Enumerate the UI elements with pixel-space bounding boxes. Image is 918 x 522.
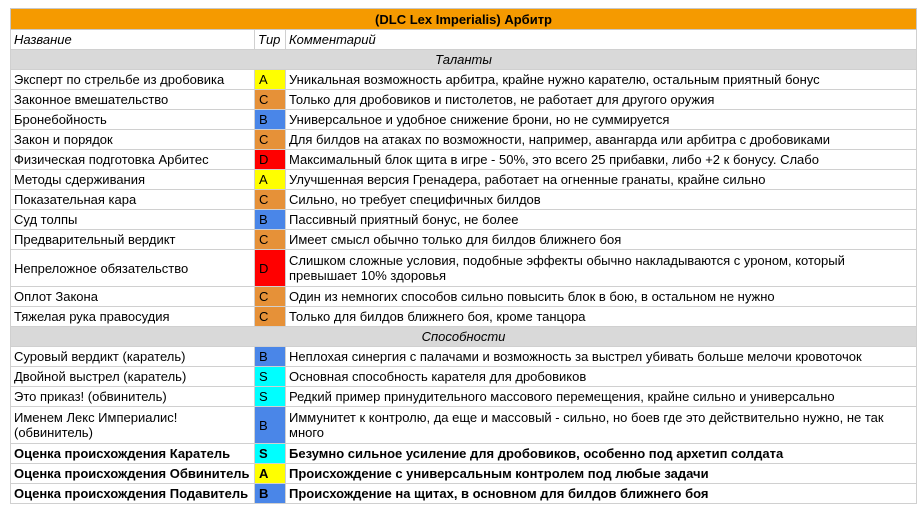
cell-comment: Неплохая синергия с палачами и возможность за выстрел убивать больше мелочи кровоточок [286,347,917,367]
cell-comment: Редкий пример принудительного массового перемещения, крайне сильно и универсально [286,387,917,407]
section-row-abilities [11,327,917,347]
cell-tier: D [255,150,286,170]
cell-tier: C [255,287,286,307]
cell-comment: Пассивный приятный бонус, не более [286,210,917,230]
cell-comment: Для билдов на атаках по возможности, например, авангарда или арбитра с дробовиками [286,130,917,150]
cell-tier: C [255,307,286,327]
cell-name: Законное вмешательство [11,90,255,110]
cell-name: Суровый вердикт (каратель) [11,347,255,367]
talent-row [11,210,917,230]
talent-row [11,230,917,250]
header-row [11,30,917,50]
cell-name: Показательная кара [11,190,255,210]
cell-comment: Максимальный блок щита в игре - 50%, это всего 25 прибавки, либо +2 к бонусу. Слабо [286,150,917,170]
section-title-talents: Таланты [11,50,917,70]
header-tier: Tир [255,30,286,50]
cell-tier: S [255,367,286,387]
cell-name: Суд толпы [11,210,255,230]
cell-comment: Имеет смысл обычно только для билдов ближнего боя [286,230,917,250]
cell-comment: Происхождение на щитах, в основном для билдов ближнего боя [286,484,917,504]
ability-row [11,484,917,504]
talent-row [11,110,917,130]
cell-name: Тяжелая рука правосудия [11,307,255,327]
talent-row [11,130,917,150]
cell-name: Методы сдерживания [11,170,255,190]
cell-name: Эксперт по стрельбе из дробовика [11,70,255,90]
header-name: Название [11,30,255,50]
cell-name: Оценка происхождения Обвинитель [11,464,255,484]
cell-tier: B [255,210,286,230]
cell-tier: S [255,387,286,407]
cell-name: Предварительный вердикт [11,230,255,250]
cell-tier: A [255,70,286,90]
cell-name: Двойной выстрел (каратель) [11,367,255,387]
ability-row [11,444,917,464]
table-title: (DLC Lex Imperialis) Арбитр [11,9,917,30]
cell-name: Оплот Закона [11,287,255,307]
cell-tier: B [255,347,286,367]
cell-name: Это приказ! (обвинитель) [11,387,255,407]
cell-tier: C [255,230,286,250]
cell-name: Физическая подготовка Арбитес [11,150,255,170]
talent-row [11,190,917,210]
section-row-talents [11,50,917,70]
cell-comment: Иммунитет к контролю, да еще и массовый - сильно, но боев где это действительно нужно, не так много [286,407,917,444]
tier-list-table [10,8,917,504]
cell-comment: Улучшенная версия Гренадера, работает на огненные гранаты, крайне сильно [286,170,917,190]
talent-row [11,307,917,327]
cell-tier: C [255,130,286,150]
ability-row [11,407,917,444]
cell-comment: Происхождение с универсальным контролем под любые задачи [286,464,917,484]
cell-name: Оценка происхождения Каратель [11,444,255,464]
talent-row [11,250,917,287]
section-title-abilities: Способности [11,327,917,347]
talent-row [11,90,917,110]
header-comment: Комментарий [286,30,917,50]
cell-tier: D [255,250,286,287]
cell-comment: Слишком сложные условия, подобные эффекты обычно накладываются с уроном, который превышает 10% здоровья [286,250,917,287]
talent-row [11,170,917,190]
title-row [11,9,917,30]
ability-row [11,387,917,407]
ability-row [11,367,917,387]
cell-tier: S [255,444,286,464]
ability-row [11,347,917,367]
cell-tier: B [255,407,286,444]
cell-comment: Универсальное и удобное снижение брони, но не суммируется [286,110,917,130]
cell-comment: Сильно, но требует специфичных билдов [286,190,917,210]
cell-name: Оценка происхождения Подавитель [11,484,255,504]
cell-tier: C [255,190,286,210]
talent-row [11,70,917,90]
cell-tier: C [255,90,286,110]
cell-name: Непреложное обязательство [11,250,255,287]
cell-comment: Уникальная возможность арбитра, крайне нужно карателю, остальным приятный бонус [286,70,917,90]
ability-row [11,464,917,484]
cell-tier: B [255,110,286,130]
cell-tier: B [255,484,286,504]
cell-name: Бронебойность [11,110,255,130]
cell-name: Именем Лекс Империалис! (обвинитель) [11,407,255,444]
talent-row [11,287,917,307]
cell-comment: Основная способность карателя для дробовиков [286,367,917,387]
cell-comment: Один из немногих способов сильно повысить блок в бою, в остальном не нужно [286,287,917,307]
cell-tier: A [255,170,286,190]
cell-comment: Безумно сильное усиление для дробовиков, особенно под архетип солдата [286,444,917,464]
talent-row [11,150,917,170]
cell-comment: Только для дробовиков и пистолетов, не работает для другого оружия [286,90,917,110]
cell-name: Закон и порядок [11,130,255,150]
cell-comment: Только для билдов ближнего боя, кроме танцора [286,307,917,327]
cell-tier: A [255,464,286,484]
